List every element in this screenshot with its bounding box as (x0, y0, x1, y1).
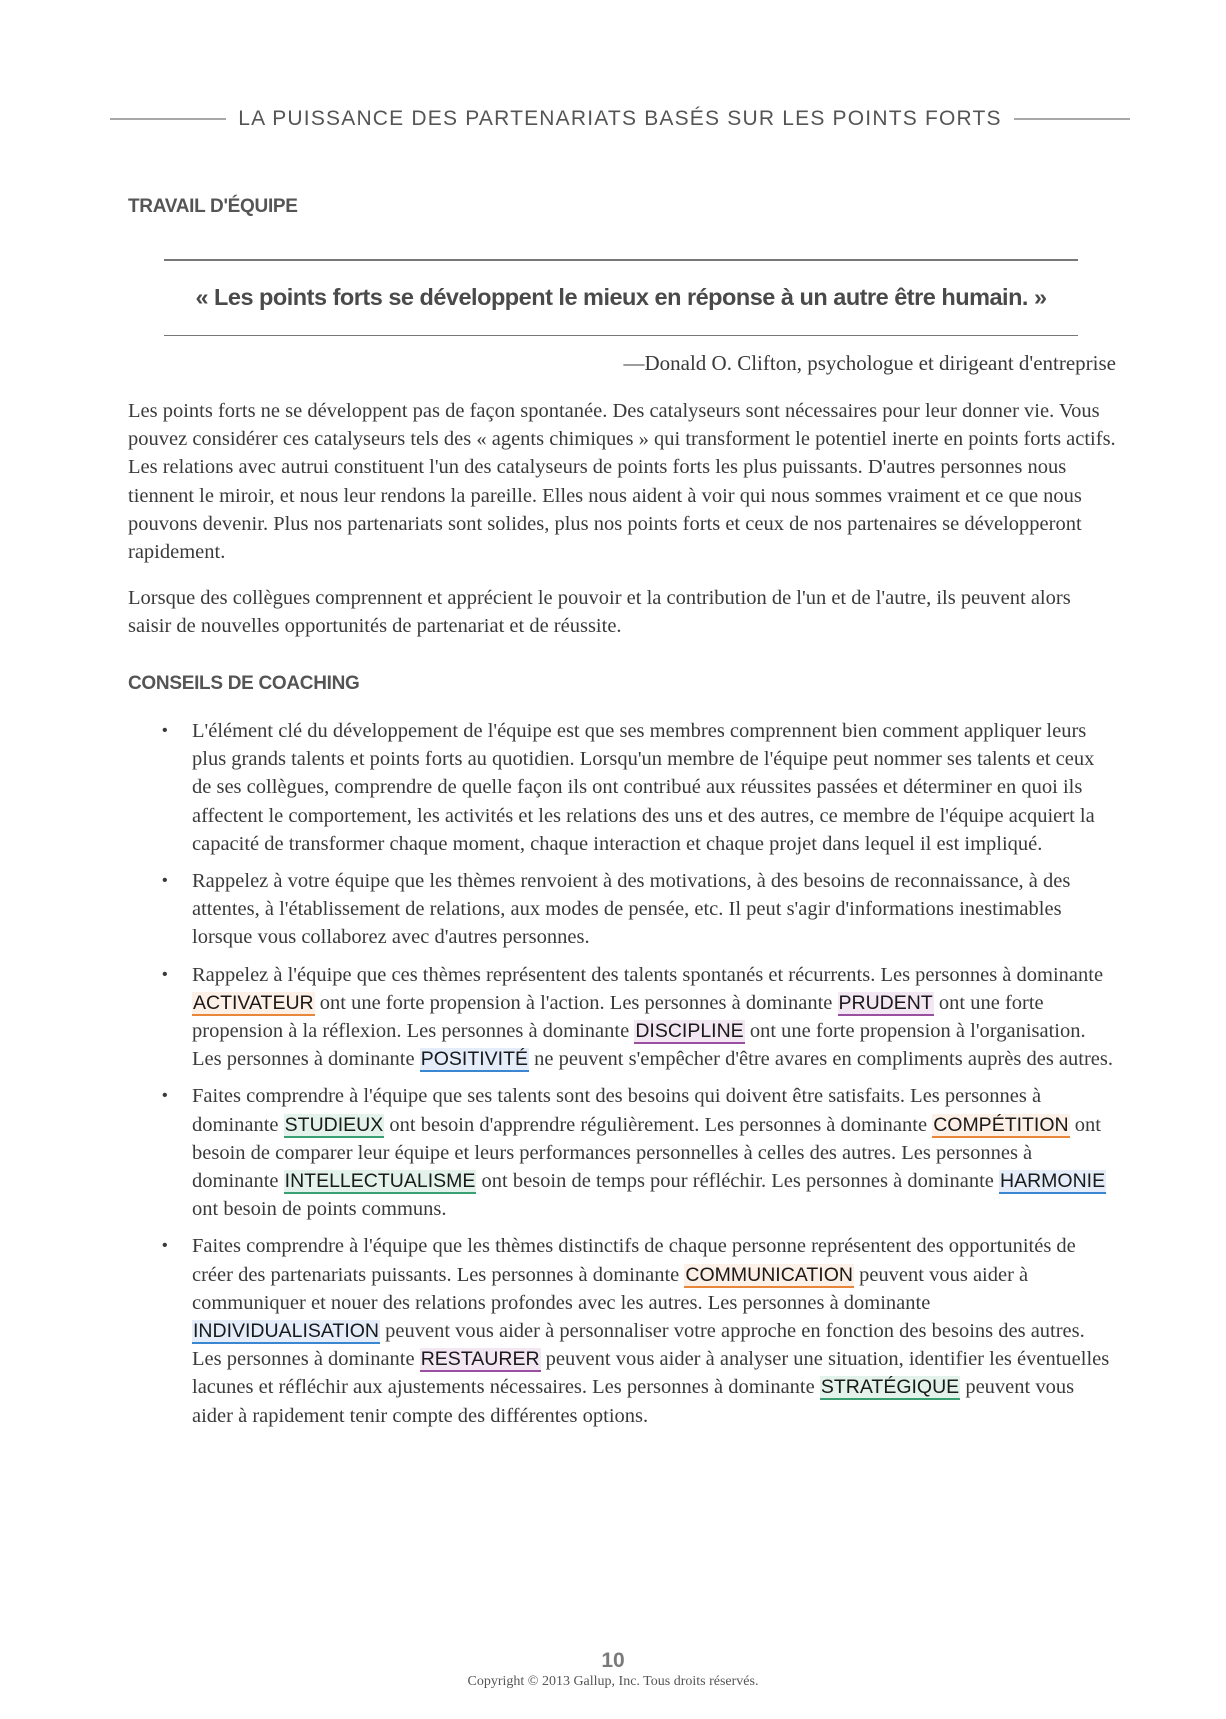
bullet-icon: • (162, 1237, 168, 1255)
tip-text: Rappelez à l'équipe que ces thèmes représentent des talents spontanés et récurrents. Les personnes à dominante (192, 963, 1104, 986)
theme-tag-discipline: DISCIPLINE (635, 1020, 744, 1043)
tip-text: Faites comprendre à l'équipe que ses talents sont des besoins qui doivent être satisfaits. Les personnes à dominante (192, 1085, 1042, 1136)
body-paragraph: Lorsque des collègues comprennent et apprécient le pouvoir et la contribution de l'un et de l'autre, ils peuvent alors saisir de nouvelles opportunités de partenariat et de réussite. (128, 587, 1071, 638)
tip-text: peuvent vous aider à analyser une situation, identifier les éventuelles lacunes et réfléchir aux ajustements nécessaires. Les personnes à dominante (192, 1348, 1110, 1399)
tip-text: peuvent vous aider à communiquer et nouer des relations profondes avec les autres. Les personnes à dominante (192, 1263, 1029, 1314)
running-title: LA PUISSANCE DES PARTENARIATS BASÉS SUR LES POINTS FORTS (238, 107, 1002, 130)
bullet-icon: • (162, 722, 168, 739)
theme-tag-activateur: ACTIVATEUR (193, 991, 314, 1014)
tip-item (128, 1232, 1118, 1429)
bullet-icon: • (162, 872, 168, 890)
bullet-icon: • (162, 1087, 168, 1105)
tip-text: ont besoin de temps pour réfléchir. Les personnes à dominante (476, 1170, 1000, 1193)
header-rule-left (110, 118, 226, 120)
tip-text: Faites comprendre à l'équipe que les thèmes distinctifs de chaque personne représentent des opportunités de créer des partenariats puissants. Les personnes à dominante (192, 1235, 1076, 1286)
section-heading-travail: TRAVAIL D'ÉQUIPE (128, 196, 298, 217)
bullet-icon: • (162, 965, 168, 983)
running-header (110, 104, 1130, 134)
tip-text: ont besoin de points communs. (192, 1198, 447, 1221)
quote-rule-bottom (164, 335, 1078, 337)
tip-text: ne peuvent s'empêcher d'être avares en compliments auprès des autres. (529, 1048, 1113, 1071)
theme-tag-positivite: POSITIVITÉ (420, 1048, 528, 1071)
section-heading-conseils: CONSEILS DE COACHING (128, 673, 360, 694)
tip-text: Rappelez à votre équipe que les thèmes renvoient à des motivations, à des besoins de reconnaissance, à des attentes, à l'établissement de relations, aux modes de pensée, etc. Il peut s'agir d'informations inestimables lorsque vous collaborez avec d'autres personnes. (192, 870, 1071, 949)
tip-text: L'élément clé du développement de l'équipe est que ses membres comprennent bien comment appliquer leurs plus grands talents et points forts au quotidien. Lorsqu'un membre de l'équipe peut nommer ses talents et ceux de ses collègues, comprendre de quelle façon ils ont contribué aux réussites passées et déterminer en quoi ils affectent le comportement, les activités et les relations des uns et des autres, ce membre de l'équipe acquiert la capacité de transformer chaque moment, chaque interaction et chaque projet dans lequel il est impliqué. (192, 720, 1095, 855)
header-rule-right (1014, 118, 1130, 120)
theme-tag-harmonie: HARMONIE (1000, 1170, 1106, 1193)
tip-item (128, 1082, 1118, 1223)
quote-text: « Les points forts se développent le mieux en réponse à un autre être humain. » (195, 284, 1047, 310)
body-paragraph: Les points forts ne se développent pas de façon spontanée. Des catalyseurs sont nécessaires pour leur donner vie. Vous pouvez considérer ces catalyseurs tels des « agents chimiques » qui transforment le potentiel inerte en points forts actifs. Les relations avec autrui constituent l'un des catalyseurs de points forts les plus puissants. D'autres personnes nous tiennent le miroir, et nous leur rendons la pareille. Elles nous aident à voir qui nous sommes vraiment et ce que nous pouvons devenir. Plus nos partenariats sont solides, plus nos points forts et ceux de nos partenaires se développeront rapidement. (128, 400, 1116, 564)
tip-item (128, 867, 1118, 952)
tip-text: ont une forte propension à l'organisation. Les personnes à dominante (192, 1020, 1086, 1071)
tip-text: peuvent vous aider à personnaliser votre approche en fonction des besoins des autres. Les personnes à dominante (192, 1320, 1085, 1371)
tip-text: ont une forte propension à l'action. Les personnes à dominante (314, 991, 838, 1014)
tip-text: ont besoin de comparer leur équipe et leurs performances personnelles à celles des autres. Les personnes à dominante (192, 1113, 1101, 1193)
theme-tag-restaurer: RESTAURER (420, 1348, 540, 1371)
coaching-tips-list (128, 717, 1118, 1439)
pull-quote (164, 259, 1078, 336)
theme-tag-studieux: STUDIEUX (284, 1113, 384, 1136)
tip-text: ont besoin d'apprendre régulièrement. Les personnes à dominante (384, 1113, 933, 1136)
page-number: 10 (601, 1649, 625, 1672)
theme-tag-prudent: PRUDENT (838, 991, 933, 1014)
tip-item (128, 717, 1118, 858)
theme-tag-intellectualisme: INTELLECTUALISME (284, 1170, 476, 1193)
tip-text: peuvent vous aider à rapidement tenir compte des différentes options. (192, 1376, 1075, 1427)
theme-tag-competition: COMPÉTITION (933, 1113, 1069, 1136)
tip-text: ont une forte propension à la réflexion. Les personnes à dominante (192, 991, 1044, 1043)
tip-item (128, 961, 1118, 1074)
quote-attribution: —Donald O. Clifton, psychologue et dirigeant d'entreprise (623, 351, 1116, 375)
theme-tag-communication: COMMUNICATION (685, 1263, 853, 1286)
copyright-notice: Copyright © 2013 Gallup, Inc. Tous droits réservés. (467, 1674, 759, 1689)
theme-tag-strategique: STRATÉGIQUE (820, 1376, 960, 1399)
theme-tag-individualisation: INDIVIDUALISATION (193, 1320, 380, 1343)
